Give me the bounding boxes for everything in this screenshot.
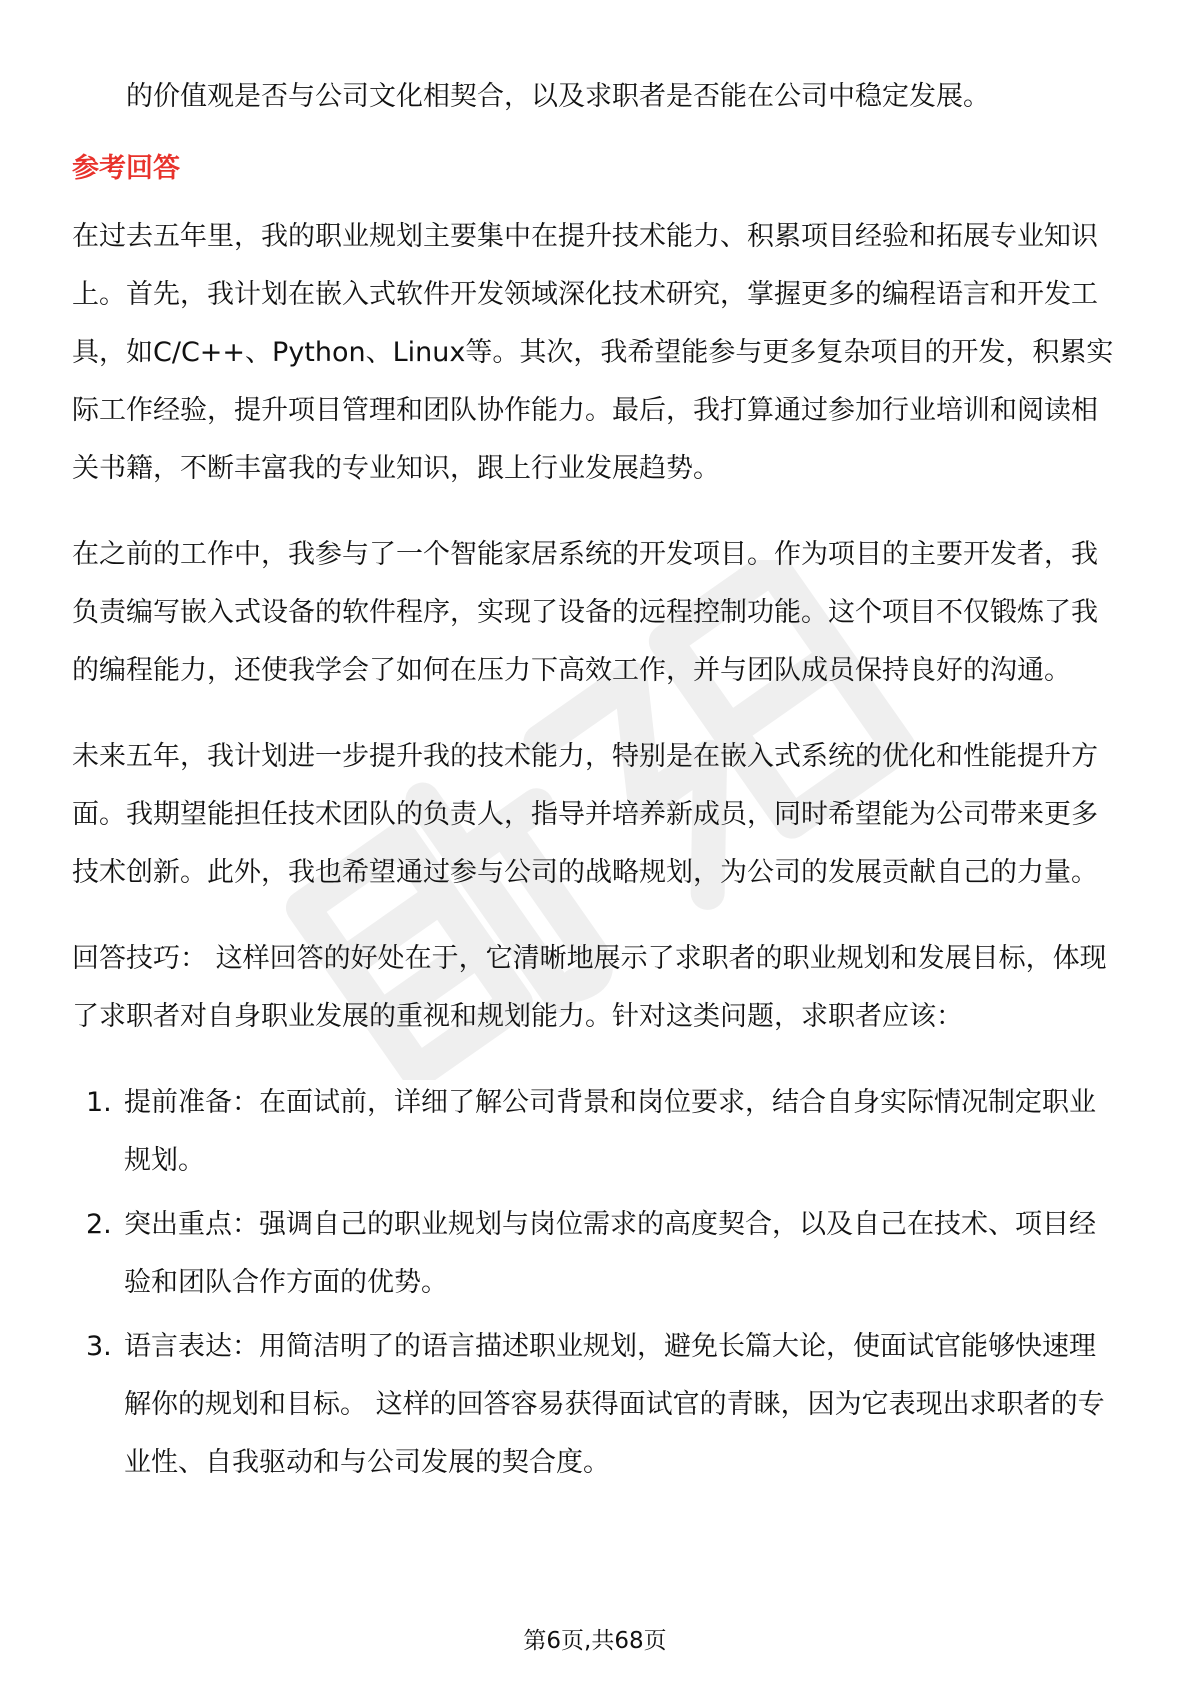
tips-list: [72, 1074, 1122, 1492]
list-item: [72, 1074, 1122, 1190]
list-item-text: 语言表达：用简洁明了的语言描述职业规划，避免长篇大论，使面试官能够快速理解你的规划和目标。 这样的回答容易获得面试官的青睐，因为它表现出求职者的专业性、自我驱动和与公司发展的契合度。: [124, 1331, 1105, 1478]
section-heading: 参考回答: [72, 153, 180, 184]
intro-line: 的价值观是否与公司文化相契合，以及求职者是否能在公司中稳定发展。: [126, 81, 990, 112]
paragraph-answer-tips: 回答技巧： 这样回答的好处在于，它清晰地展示了求职者的职业规划和发展目标，体现了求职者对自身职业发展的重视和规划能力。针对这类问题，求职者应该：: [72, 943, 1107, 1032]
list-item: [72, 1196, 1122, 1312]
page-content: [72, 68, 1122, 1498]
list-item-number: 3.: [86, 1331, 112, 1362]
paragraph-career-plan: 在过去五年里，我的职业规划主要集中在提升技术能力、积累项目经验和拓展专业知识上。首先，我计划在嵌入式软件开发领域深化技术研究，掌握更多的编程语言和开发工具，如C/C++、Python、Linux等。其次，我希望能参与更多复杂项目的开发，积累实际工作经验，提升项目管理和团队协作能力。最后，我打算通过参加行业培训和阅读相关书籍，不断丰富我的专业知识，跟上行业发展趋势。: [72, 221, 1114, 484]
paragraph-future-plan: 未来五年，我计划进一步提升我的技术能力，特别是在嵌入式系统的优化和性能提升方面。我期望能担任技术团队的负责人，指导并培养新成员，同时希望能为公司带来更多技术创新。此外，我也希望通过参与公司的战略规划，为公司的发展贡献自己的力量。: [72, 741, 1098, 888]
list-item-number: 1.: [86, 1087, 112, 1118]
list-item-number: 2.: [86, 1209, 112, 1240]
page-footer: 第6页,共68页: [523, 1628, 667, 1654]
list-item: [72, 1318, 1122, 1492]
paragraph-project-experience: 在之前的工作中，我参与了一个智能家居系统的开发项目。作为项目的主要开发者，我负责编写嵌入式设备的软件程序，实现了设备的远程控制功能。这个项目不仅锻炼了我的编程能力，还使我学会了如何在压力下高效工作，并与团队成员保持良好的沟通。: [72, 539, 1098, 686]
list-item-text: 突出重点：强调自己的职业规划与岗位需求的高度契合，以及自己在技术、项目经验和团队合作方面的优势。: [124, 1209, 1096, 1298]
list-item-text: 提前准备：在面试前，详细了解公司背景和岗位要求，结合自身实际情况制定职业规划。: [124, 1087, 1096, 1176]
